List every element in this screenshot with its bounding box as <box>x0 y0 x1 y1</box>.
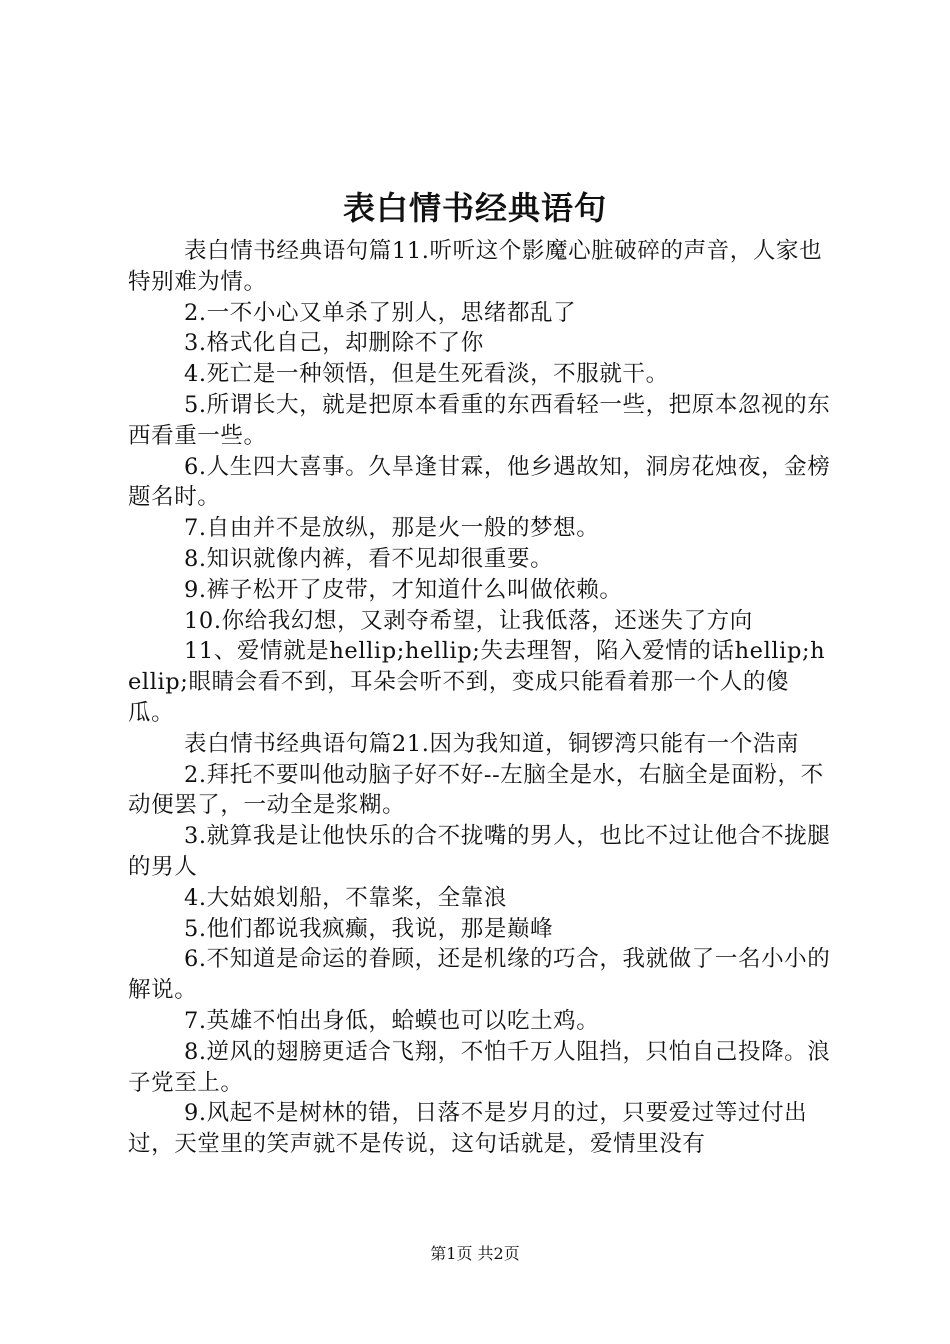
paragraph: 表白情书经典语句篇21.因为我知道，铜锣湾只能有一个浩南 <box>184 730 800 757</box>
paragraph: 4.大姑娘划船，不靠桨，全靠浪 <box>184 884 507 911</box>
paragraph: 3.格式化自己，却删除不了你 <box>184 330 484 357</box>
paragraph: 8.知识就像内裤，看不见却很重要。 <box>184 545 554 572</box>
paragraph: 5.所谓长大，就是把原本看重的东西看轻一些，把原本忽视的东西看重一些。 <box>128 391 831 449</box>
paragraph: 表白情书经典语句篇11.听听这个影魔心脏破碎的声音，人家也特别难为情。 <box>128 238 823 295</box>
paragraph: 2.一不小心又单杀了别人，思绪都乱了 <box>184 299 577 326</box>
paragraph: 9.风起不是树林的错，日落不是岁月的过，只要爱过等过付出过，天堂里的笑声就不是传说，这句话就是，爱情里没有 <box>128 1100 808 1158</box>
paragraph: 5.他们都说我疯癫，我说，那是巅峰 <box>184 915 554 942</box>
paragraph: 7.英雄不怕出身低，蛤蟆也可以吃土鸡。 <box>184 1007 600 1034</box>
paragraph: 2.拜托不要叫他动脑子好不好--左脑全是水，右脑全是面粉，不动便罢了，一动全是浆糊。 <box>128 761 824 819</box>
paragraph: 3.就算我是让他快乐的合不拢嘴的男人，也比不过让他合不拢腿的男人 <box>128 823 831 880</box>
paragraph: 4.死亡是一种领悟，但是生死看淡，不服就干。 <box>184 361 669 388</box>
paragraph: 10.你给我幻想，又剥夺希望，让我低落，还迷失了方向 <box>184 607 753 634</box>
paragraph: 6.不知道是命运的眷顾，还是机缘的巧合，我就做了一名小小的解说。 <box>128 946 831 1004</box>
paragraph: 8.逆风的翅膀更适合飞翔，不怕千万人阻挡，只怕自己投降。浪子党至上。 <box>128 1038 831 1096</box>
document-title: 表白情书经典语句 <box>342 189 607 227</box>
page-footer: 第1页 共2页 <box>430 1244 520 1263</box>
paragraph: 11、爱情就是hellip;hellip;失去理智，陷入爱情的话hellip;hellip;眼睛会看不到，耳朵会听不到，变成只能看着那一个人的傻瓜。 <box>128 638 826 726</box>
paragraph: 6.人生四大喜事。久旱逢甘霖，他乡遇故知，洞房花烛夜，金榜题名时。 <box>128 453 831 511</box>
document-body <box>128 236 834 1160</box>
paragraph: 7.自由并不是放纵，那是火一般的梦想。 <box>184 515 600 542</box>
paragraph: 9.裤子松开了皮带，才知道什么叫做依赖。 <box>184 576 623 603</box>
